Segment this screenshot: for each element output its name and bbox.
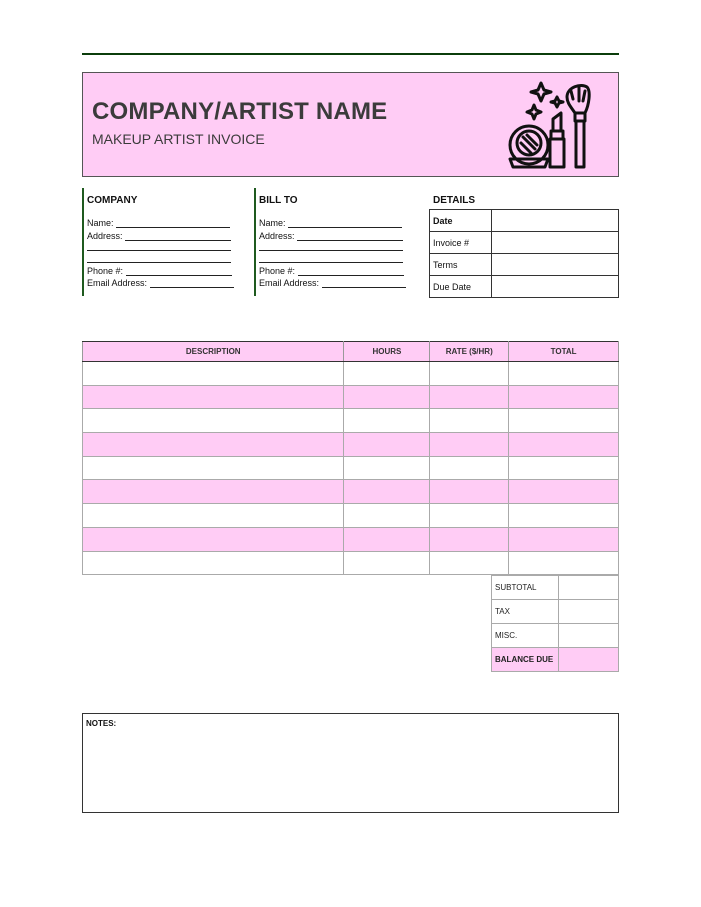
description-cell[interactable]	[83, 504, 344, 528]
description-cell[interactable]	[83, 527, 344, 551]
company-info	[82, 188, 242, 296]
misc-value[interactable]	[559, 624, 619, 648]
description-cell[interactable]	[83, 385, 344, 409]
terms-value[interactable]	[492, 254, 619, 276]
table-row	[83, 362, 619, 386]
details-heading: DETAILS	[433, 195, 476, 206]
hours-cell[interactable]	[344, 362, 430, 386]
total-cell[interactable]	[509, 362, 619, 386]
table-row	[83, 409, 619, 433]
tax-label: TAX	[492, 600, 559, 624]
bill-to-name-field[interactable]: Name:	[259, 218, 402, 228]
rate-cell[interactable]	[430, 551, 509, 575]
total-cell[interactable]	[509, 433, 619, 457]
rate-cell[interactable]	[430, 504, 509, 528]
rate-cell[interactable]	[430, 480, 509, 504]
rate-cell[interactable]	[430, 409, 509, 433]
subtotal-row	[492, 576, 619, 600]
bill-to-phone-field[interactable]: Phone #:	[259, 266, 404, 276]
invoice-header-banner	[82, 72, 619, 177]
description-cell[interactable]	[83, 480, 344, 504]
table-row	[83, 456, 619, 480]
top-rule	[82, 53, 619, 55]
hours-cell[interactable]	[344, 504, 430, 528]
total-cell[interactable]	[509, 480, 619, 504]
bill-to-address-line-3[interactable]	[259, 262, 403, 263]
description-cell[interactable]	[83, 433, 344, 457]
hours-cell[interactable]	[344, 527, 430, 551]
bill-to-address-line-2[interactable]	[259, 250, 403, 251]
bill-to-address-field[interactable]: Address:	[259, 231, 403, 241]
invoice-number-label: Invoice #	[430, 232, 492, 254]
company-heading: COMPANY	[87, 195, 138, 206]
total-cell[interactable]	[509, 456, 619, 480]
column-header-description: DESCRIPTION	[83, 342, 344, 362]
notes-box[interactable]	[82, 713, 619, 813]
misc-label: MISC.	[492, 624, 559, 648]
description-cell[interactable]	[83, 456, 344, 480]
column-header-total: TOTAL	[509, 342, 619, 362]
date-value[interactable]	[492, 210, 619, 232]
total-cell[interactable]	[509, 409, 619, 433]
misc-row	[492, 624, 619, 648]
hours-cell[interactable]	[344, 456, 430, 480]
company-address-line-3[interactable]	[87, 262, 231, 263]
hours-cell[interactable]	[344, 409, 430, 433]
description-cell[interactable]	[83, 551, 344, 575]
company-address-line-2[interactable]	[87, 250, 231, 251]
total-cell[interactable]	[509, 504, 619, 528]
invoice-number-value[interactable]	[492, 232, 619, 254]
company-phone-field[interactable]: Phone #:	[87, 266, 232, 276]
table-row	[83, 527, 619, 551]
company-name[interactable]: COMPANY/ARTIST NAME	[92, 98, 388, 125]
terms-label: Terms	[430, 254, 492, 276]
column-header-hours: HOURS	[344, 342, 430, 362]
description-cell[interactable]	[83, 409, 344, 433]
rate-cell[interactable]	[430, 362, 509, 386]
company-name-field[interactable]: Name:	[87, 218, 230, 228]
company-address-field[interactable]: Address:	[87, 231, 231, 241]
balance-due-value[interactable]	[559, 648, 619, 672]
line-items-table	[82, 341, 619, 575]
details-row-invoice	[430, 232, 619, 254]
rate-cell[interactable]	[430, 527, 509, 551]
details-row-due-date	[430, 276, 619, 298]
due-date-value[interactable]	[492, 276, 619, 298]
rate-cell[interactable]	[430, 456, 509, 480]
table-row	[83, 504, 619, 528]
company-email-field[interactable]: Email Address:	[87, 278, 234, 288]
hours-cell[interactable]	[344, 385, 430, 409]
line-items-header	[83, 342, 619, 362]
column-header-rate: RATE ($/HR)	[430, 342, 509, 362]
hours-cell[interactable]	[344, 551, 430, 575]
bill-to-email-field[interactable]: Email Address:	[259, 278, 406, 288]
subtotal-label: SUBTOTAL	[492, 576, 559, 600]
subtotal-value[interactable]	[559, 576, 619, 600]
rate-cell[interactable]	[430, 385, 509, 409]
table-row	[83, 433, 619, 457]
total-cell[interactable]	[509, 551, 619, 575]
rate-cell[interactable]	[430, 433, 509, 457]
tax-row	[492, 600, 619, 624]
due-date-label: Due Date	[430, 276, 492, 298]
details-row-terms	[430, 254, 619, 276]
balance-due-row	[492, 648, 619, 672]
total-cell[interactable]	[509, 385, 619, 409]
tax-value[interactable]	[559, 600, 619, 624]
hours-cell[interactable]	[344, 433, 430, 457]
bill-to-info	[254, 188, 414, 296]
balance-due-label: BALANCE DUE	[492, 648, 559, 672]
table-row	[83, 551, 619, 575]
invoice-type: MAKEUP ARTIST INVOICE	[92, 131, 265, 147]
date-label: Date	[430, 210, 492, 232]
details-row-date	[430, 210, 619, 232]
hours-cell[interactable]	[344, 480, 430, 504]
table-row	[83, 480, 619, 504]
details-table	[429, 209, 619, 298]
description-cell[interactable]	[83, 362, 344, 386]
table-row	[83, 385, 619, 409]
totals-table	[491, 575, 619, 672]
bill-to-heading: BILL TO	[259, 195, 298, 206]
total-cell[interactable]	[509, 527, 619, 551]
notes-label: NOTES:	[86, 719, 117, 728]
makeup-icon	[501, 79, 597, 173]
